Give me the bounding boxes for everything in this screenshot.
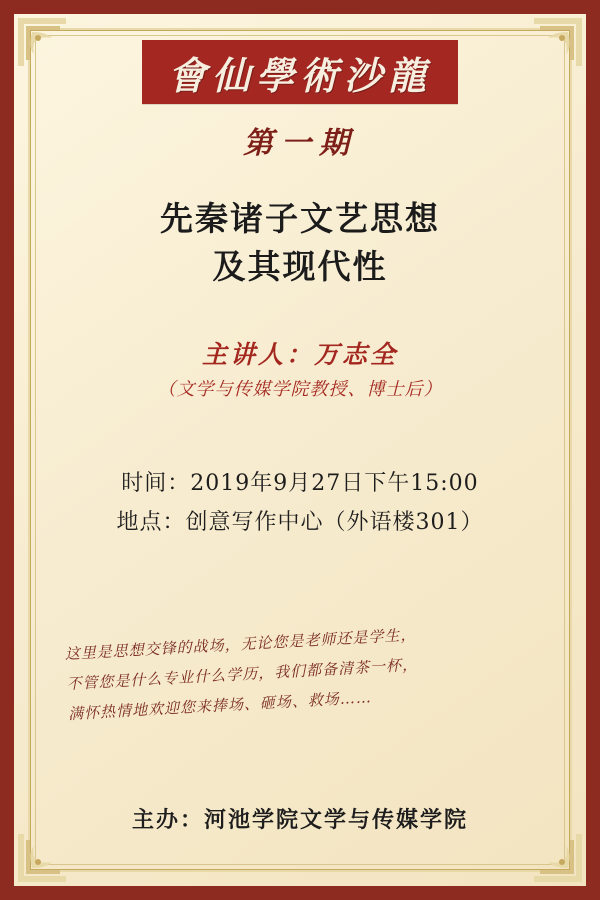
- speaker-affiliation: （文学与传媒学院教授、博士后）: [157, 379, 443, 400]
- main-title-line-1: 先秦诸子文艺思想: [160, 199, 440, 238]
- invitation-blurb-line-3: 满怀热情地欢迎您来捧场、砸场、救场……: [67, 688, 373, 724]
- issue-number: 第一期: [243, 126, 357, 161]
- event-time: 时间：2019年9月27日下午15:00: [121, 471, 479, 496]
- event-details: [40, 465, 560, 542]
- invitation-blurb-line-2: 不管您是什么专业什么学历，我们都备清茶一杯，: [65, 655, 419, 694]
- event-series-title: 會仙學術沙龍: [167, 52, 432, 98]
- invitation-blurb: [50, 612, 554, 730]
- organizer-line: 主办：河池学院文学与传媒学院: [131, 807, 468, 833]
- event-series-plaque: [142, 40, 458, 104]
- poster-content: [40, 40, 560, 860]
- event-location: 地点：创意写作中心（外语楼301）: [116, 509, 484, 535]
- main-title-line-2: 及其现代性: [212, 246, 388, 286]
- invitation-blurb-line-1: 这里是思想交锋的战场，无论您是老师还是学生，: [64, 625, 417, 664]
- page-title: [40, 195, 560, 291]
- speaker-name: 主讲人：万志全: [201, 340, 398, 369]
